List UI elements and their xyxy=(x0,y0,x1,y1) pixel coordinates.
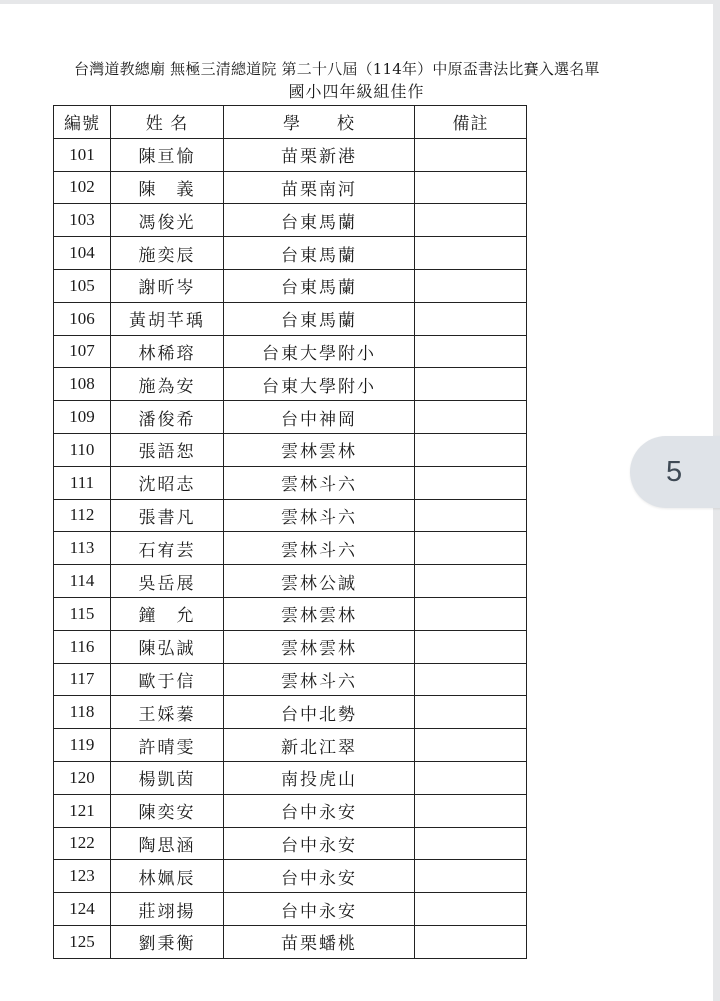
table-row xyxy=(54,171,527,204)
cell-no: 123 xyxy=(54,860,111,893)
table-row xyxy=(54,269,527,302)
cell-note xyxy=(415,269,527,302)
cell-no: 119 xyxy=(54,729,111,762)
cell-school: 苗栗蟠桃 xyxy=(224,925,415,958)
cell-note xyxy=(415,335,527,368)
cell-school: 雲林斗六 xyxy=(224,499,415,532)
cell-name: 林姵辰 xyxy=(111,860,224,893)
table-row xyxy=(54,893,527,926)
cell-no: 102 xyxy=(54,171,111,204)
table-row xyxy=(54,237,527,270)
table-row xyxy=(54,794,527,827)
header-note: 備註 xyxy=(415,106,527,139)
cell-name: 黃胡芊瑀 xyxy=(111,302,224,335)
cell-note xyxy=(415,466,527,499)
cell-school: 台東大學附小 xyxy=(224,335,415,368)
cell-school: 台中神岡 xyxy=(224,401,415,434)
cell-note xyxy=(415,302,527,335)
cell-name: 謝昕岑 xyxy=(111,269,224,302)
cell-school: 台東大學附小 xyxy=(224,368,415,401)
table-row xyxy=(54,925,527,958)
cell-no: 120 xyxy=(54,761,111,794)
cell-no: 115 xyxy=(54,597,111,630)
cell-note xyxy=(415,171,527,204)
cell-no: 105 xyxy=(54,269,111,302)
cell-name: 馮俊光 xyxy=(111,204,224,237)
table-row xyxy=(54,433,527,466)
cell-no: 111 xyxy=(54,466,111,499)
cell-note xyxy=(415,401,527,434)
cell-school: 台東馬蘭 xyxy=(224,204,415,237)
table-row xyxy=(54,696,527,729)
table-row xyxy=(54,630,527,663)
table-row xyxy=(54,532,527,565)
cell-name: 林稀瑢 xyxy=(111,335,224,368)
cell-name: 潘俊希 xyxy=(111,401,224,434)
header-no: 編號 xyxy=(54,106,111,139)
cell-name: 莊翊揚 xyxy=(111,893,224,926)
cell-note xyxy=(415,925,527,958)
cell-no: 110 xyxy=(54,433,111,466)
table-row xyxy=(54,761,527,794)
table-row xyxy=(54,138,527,171)
cell-name: 許晴雯 xyxy=(111,729,224,762)
table-row xyxy=(54,597,527,630)
table-header-row xyxy=(54,106,527,139)
header-name: 姓 名 xyxy=(111,106,224,139)
table-row xyxy=(54,663,527,696)
cell-name: 施奕辰 xyxy=(111,237,224,270)
cell-no: 121 xyxy=(54,794,111,827)
cell-name: 歐于信 xyxy=(111,663,224,696)
cell-no: 117 xyxy=(54,663,111,696)
award-roster-table xyxy=(53,105,527,959)
cell-note xyxy=(415,368,527,401)
cell-note xyxy=(415,138,527,171)
cell-note xyxy=(415,893,527,926)
document-subtitle: 國小四年級組佳作 xyxy=(288,82,425,101)
table-row xyxy=(54,565,527,598)
cell-name: 鐘 允 xyxy=(111,597,224,630)
cell-no: 106 xyxy=(54,302,111,335)
page-number-label: 5 xyxy=(666,456,683,488)
cell-no: 113 xyxy=(54,532,111,565)
cell-note xyxy=(415,237,527,270)
cell-school: 台東馬蘭 xyxy=(224,237,415,270)
document-title: 台灣道教總廟 無極三清總道院 第二十八屆（114年）中原盃書法比賽入選名單 xyxy=(74,60,600,78)
table-row xyxy=(54,499,527,532)
cell-name: 陳奕安 xyxy=(111,794,224,827)
cell-school: 苗栗新港 xyxy=(224,138,415,171)
cell-school: 新北江翠 xyxy=(224,729,415,762)
cell-name: 王婇蓁 xyxy=(111,696,224,729)
cell-no: 108 xyxy=(54,368,111,401)
cell-no: 125 xyxy=(54,925,111,958)
cell-note xyxy=(415,204,527,237)
table-row xyxy=(54,860,527,893)
cell-note xyxy=(415,499,527,532)
cell-note xyxy=(415,827,527,860)
cell-name: 施為安 xyxy=(111,368,224,401)
table-row xyxy=(54,204,527,237)
cell-no: 118 xyxy=(54,696,111,729)
cell-name: 張書凡 xyxy=(111,499,224,532)
table-row xyxy=(54,729,527,762)
table-row xyxy=(54,827,527,860)
cell-note xyxy=(415,794,527,827)
cell-school: 雲林雲林 xyxy=(224,433,415,466)
cell-school: 台中永安 xyxy=(224,794,415,827)
cell-school: 台中永安 xyxy=(224,827,415,860)
table-row xyxy=(54,401,527,434)
cell-no: 124 xyxy=(54,893,111,926)
table-row xyxy=(54,466,527,499)
cell-note xyxy=(415,630,527,663)
cell-school: 南投虎山 xyxy=(224,761,415,794)
cell-note xyxy=(415,696,527,729)
cell-school: 雲林雲林 xyxy=(224,630,415,663)
cell-note xyxy=(415,565,527,598)
cell-no: 104 xyxy=(54,237,111,270)
cell-no: 103 xyxy=(54,204,111,237)
cell-no: 114 xyxy=(54,565,111,598)
table-row xyxy=(54,368,527,401)
header-school: 學 校 xyxy=(224,106,415,139)
cell-name: 陳亘愉 xyxy=(111,138,224,171)
page-number-badge[interactable] xyxy=(630,436,720,508)
cell-name: 沈昭志 xyxy=(111,466,224,499)
cell-note xyxy=(415,433,527,466)
cell-no: 109 xyxy=(54,401,111,434)
cell-name: 陳弘誠 xyxy=(111,630,224,663)
cell-school: 苗栗南河 xyxy=(224,171,415,204)
cell-name: 楊凱茵 xyxy=(111,761,224,794)
cell-school: 雲林雲林 xyxy=(224,597,415,630)
cell-note xyxy=(415,597,527,630)
table-body xyxy=(54,138,527,958)
cell-no: 112 xyxy=(54,499,111,532)
document-page xyxy=(0,4,713,1001)
cell-school: 雲林斗六 xyxy=(224,466,415,499)
cell-note xyxy=(415,729,527,762)
cell-name: 吳岳展 xyxy=(111,565,224,598)
cell-school: 台中北勢 xyxy=(224,696,415,729)
table-row xyxy=(54,302,527,335)
cell-note xyxy=(415,532,527,565)
cell-no: 122 xyxy=(54,827,111,860)
cell-no: 107 xyxy=(54,335,111,368)
cell-school: 雲林斗六 xyxy=(224,532,415,565)
cell-school: 台中永安 xyxy=(224,893,415,926)
cell-name: 張語恕 xyxy=(111,433,224,466)
cell-no: 101 xyxy=(54,138,111,171)
cell-name: 劉秉衡 xyxy=(111,925,224,958)
cell-school: 台中永安 xyxy=(224,860,415,893)
cell-school: 雲林公誠 xyxy=(224,565,415,598)
cell-school: 台東馬蘭 xyxy=(224,269,415,302)
cell-school: 雲林斗六 xyxy=(224,663,415,696)
cell-name: 陶思涵 xyxy=(111,827,224,860)
cell-note xyxy=(415,663,527,696)
cell-school: 台東馬蘭 xyxy=(224,302,415,335)
cell-note xyxy=(415,860,527,893)
cell-name: 石宥芸 xyxy=(111,532,224,565)
cell-note xyxy=(415,761,527,794)
cell-name: 陳 義 xyxy=(111,171,224,204)
table-row xyxy=(54,335,527,368)
cell-no: 116 xyxy=(54,630,111,663)
